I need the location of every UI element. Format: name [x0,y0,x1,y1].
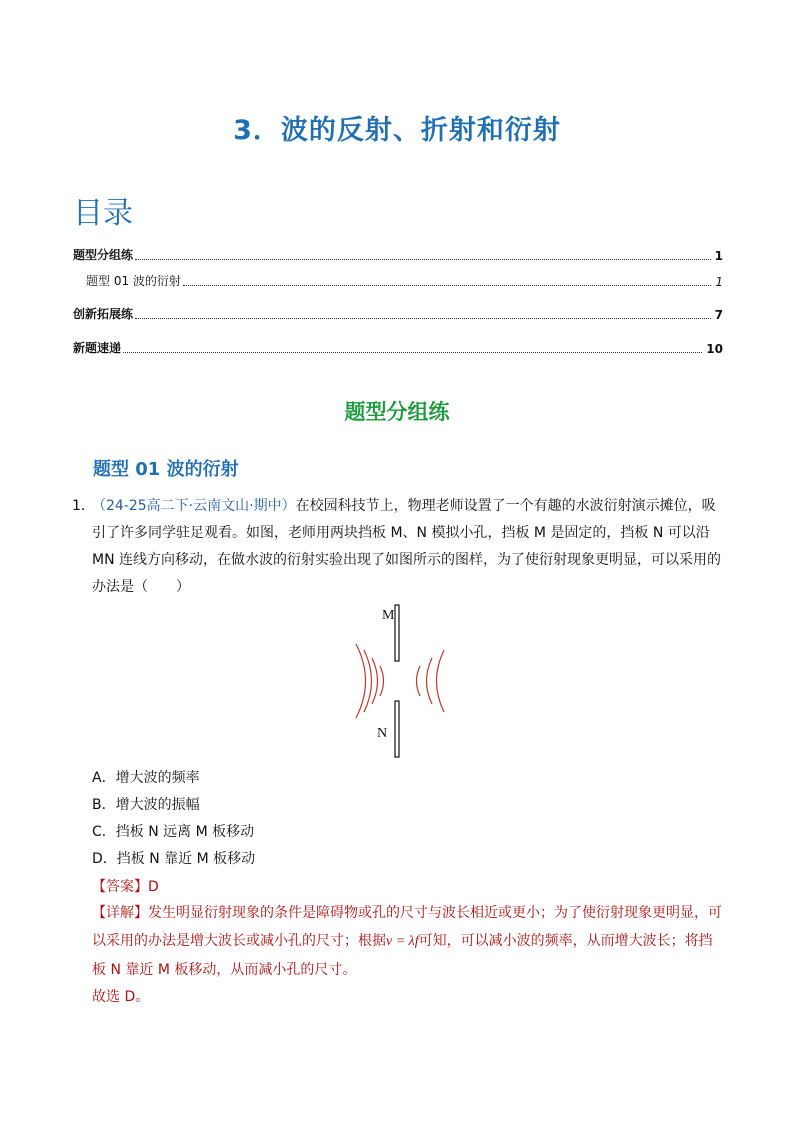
document-title: 3．波的反射、折射和衍射 [233,115,561,146]
topic-heading: 题型 01 波的衍射 [93,459,239,480]
question-body: 在校园科技节上，物理老师设置了一个有趣的水波衍射演示摊位，吸引了许多同学驻足观看。如图，老师用两块挡板 M、N 模拟小孔，挡板 M 是固定的，挡板 N 可以沿MN 连线方向移动，在做水波的衍射实验出现了如图所示的图样，为了使衍射现象更明显，可以采用的办法是（ ） [92,498,721,595]
explanation-tag: 【详解】 [92,905,148,921]
answer-line [92,876,159,896]
toc-entry-page: 1 [714,249,723,263]
toc-heading: 目录 [73,196,133,231]
toc-leader [135,258,711,260]
explanation-formula: v = λf [386,934,419,949]
question-source[interactable]: （24-25高二下·云南文山·期中） [92,498,296,514]
toc-leader [123,351,702,353]
toc-entry-page: 7 [714,308,723,322]
toc-entry-label: 题型分组练 [73,248,134,262]
toc-entry[interactable] [73,305,723,322]
incident-wavefront [372,658,378,704]
toc-entry[interactable] [86,272,723,289]
toc-entry-label: 新题速递 [73,341,122,355]
question-text [92,493,724,601]
incident-wavefront [356,644,366,718]
diffracted-wavefront [417,666,421,696]
diffracted-wavefront [437,650,445,712]
toc-entry[interactable] [73,339,723,356]
plate-m [395,605,399,661]
plate-n [395,701,399,757]
question-number: 1． [72,498,95,514]
option-b[interactable]: B．增大波的振幅 [92,797,200,813]
option-c[interactable]: C．挡板 N 远离 M 板移动 [92,824,255,840]
explanation-conclusion: 故选 D。 [92,989,150,1005]
toc-leader [135,317,711,319]
toc-leader [183,284,711,286]
option-a[interactable]: A．增大波的频率 [92,770,200,786]
answer-value: D [148,879,159,895]
explanation [92,899,724,984]
toc-entry-page: 10 [706,342,723,356]
toc-entry-label: 创新拓展练 [73,307,134,321]
toc-entry-page: 1 [715,275,723,289]
incident-wavefront [380,666,384,696]
plate-m-label: M [382,608,395,623]
answer-tag: 【答案】 [92,879,148,895]
toc-entry-label: 题型 01 波的衍射 [86,274,181,288]
diffraction-figure [350,600,460,760]
explanation-text: 发生明显衍射现象的条件是障碍物或孔的尺寸与波长相近或更小；为了使衍射现象更明显，可以采用的办法是增大波长或减小孔的尺寸；根据 [92,905,722,949]
section-heading: 题型分组练 [344,400,450,424]
diffracted-wavefront [427,658,433,704]
plate-n-label: N [377,726,388,741]
option-d[interactable]: D．挡板 N 靠近 M 板移动 [92,851,256,867]
toc-entry[interactable] [73,246,723,263]
explanation-text: 可知，可以减小波的频率，从而增大波长；将挡板 N 靠近 M 板移动，从而减小孔的尺寸。 [92,933,713,978]
